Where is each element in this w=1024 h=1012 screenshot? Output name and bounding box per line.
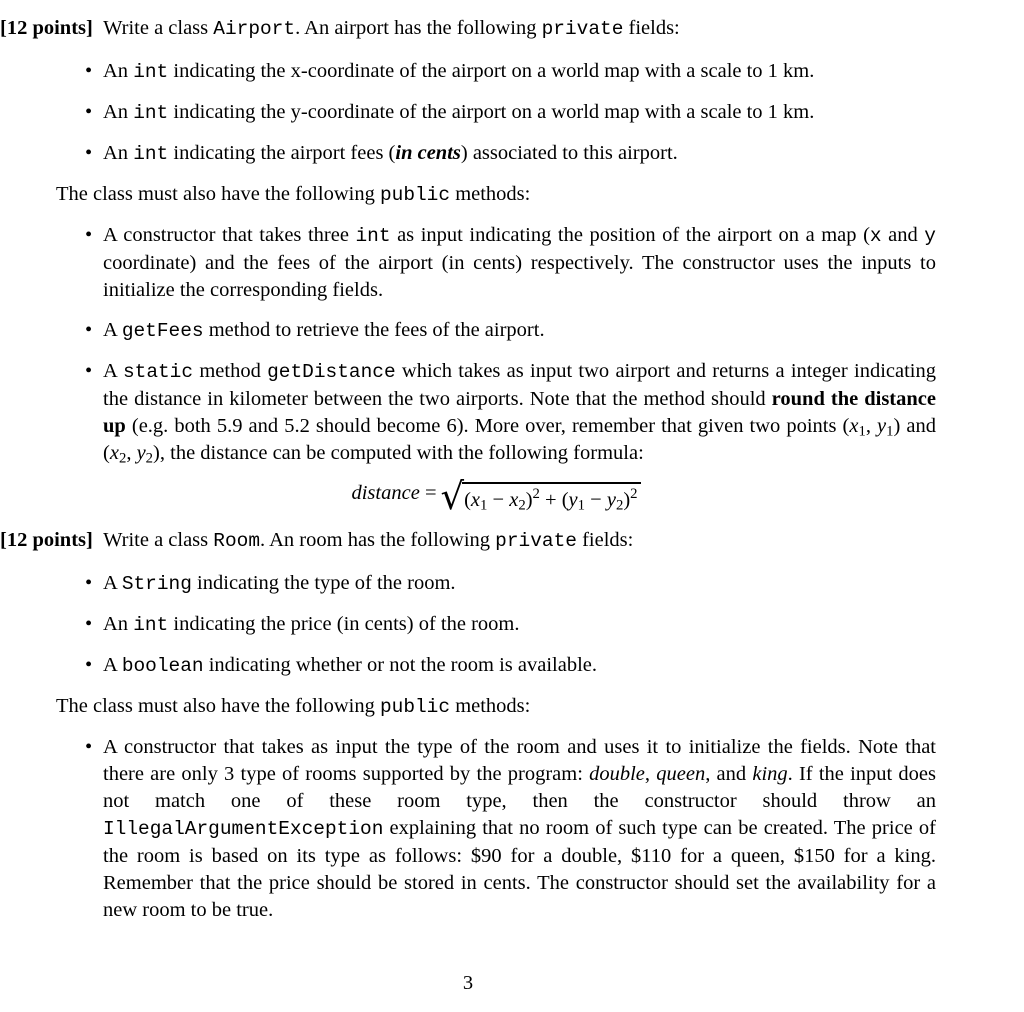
bullet-icon: • [85, 142, 93, 164]
bullet-icon: • [85, 613, 93, 635]
question-room [0, 527, 936, 924]
field-item [85, 58, 936, 86]
question-heading: [12 points] Write a class Airport. An airport has the following private fields: [0, 17, 680, 40]
method-item-text: A getFees method to retrieve the fees of the airport. [103, 319, 545, 342]
fields-list [0, 570, 936, 680]
fields-list [0, 58, 936, 168]
method-item [85, 358, 936, 467]
field-item-text: An int indicating the x-coordinate of the airport on a world map with a scale to 1 km. [103, 60, 815, 83]
field-item [85, 99, 936, 127]
formula-radicand: $(x_1 - x_2)^2 + (y_1 - y_2)^2$ [462, 482, 640, 513]
field-item [85, 570, 936, 598]
distance-formula [56, 475, 936, 518]
bullet-icon: • [85, 736, 93, 758]
bullet-icon: • [85, 60, 93, 82]
field-item-text: An int indicating the airport fees (in cents) associated to this airport. [103, 142, 678, 165]
field-item [85, 652, 936, 680]
method-item-text: A constructor that takes as input the type of the room and uses it to initialize the fields. Note that there are only 3 type of rooms supported by the program: double, queen, and king. If the input does not match one of these room type, then the constructor should throw an IllegalArgumentException explaining that no room of such type can be created. The price of the room is based on its type as follows: $90 for a double, $110 for a queen, $150 for a king. Remember that the price should be stored in cents. The constructor should set the availability for a new room to be true. [103, 736, 937, 921]
methods-list [0, 734, 936, 924]
question-heading: [12 points] Write a class Room. An room has the following private fields: [0, 529, 634, 552]
field-item-text: A String indicating the type of the room. [103, 572, 456, 595]
square-root [440, 475, 641, 518]
bullet-icon: • [85, 101, 93, 123]
bullet-icon: • [85, 224, 93, 246]
method-item-text: A static method getDistance which takes as input two airport and returns a integer indicating the distance in kilometer between the two airports. Note that the method should round the distance up (e.g. both 5.9 and 5.2 should become 6). More over, remember that given two points ($x_1$, $y_1$) and ($x_2$, $y_2$), the distance can be computed with the following formula: [103, 360, 936, 467]
field-item [85, 611, 936, 639]
methods-intro: The class must also have the following public methods: [56, 695, 531, 718]
method-item [85, 734, 937, 924]
field-item-text: An int indicating the price (in cents) of the room. [103, 613, 520, 636]
question-airport [0, 15, 936, 518]
bullet-icon: • [85, 572, 93, 594]
field-item [85, 140, 936, 168]
page-number: 3 [462, 972, 474, 994]
bullet-icon: • [85, 654, 93, 676]
method-item [85, 222, 936, 304]
bullet-icon: • [85, 360, 93, 382]
radical-sign-icon: √ [440, 475, 465, 518]
field-item-text: An int indicating the y-coordinate of the airport on a world map with a scale to 1 km. [103, 101, 815, 124]
field-item-text: A boolean indicating whether or not the room is available. [103, 654, 597, 677]
methods-intro: The class must also have the following public methods: [56, 183, 531, 206]
methods-list [0, 222, 936, 467]
method-item [85, 317, 936, 345]
formula-lhs: distance = [351, 482, 437, 505]
bullet-icon: • [85, 319, 93, 341]
method-item-text: A constructor that takes three int as input indicating the position of the airport on a map (x and y coordinate) and the fees of the airport (in cents) respectively. The constructor uses the inputs to initialize the corresponding fields. [103, 224, 936, 301]
